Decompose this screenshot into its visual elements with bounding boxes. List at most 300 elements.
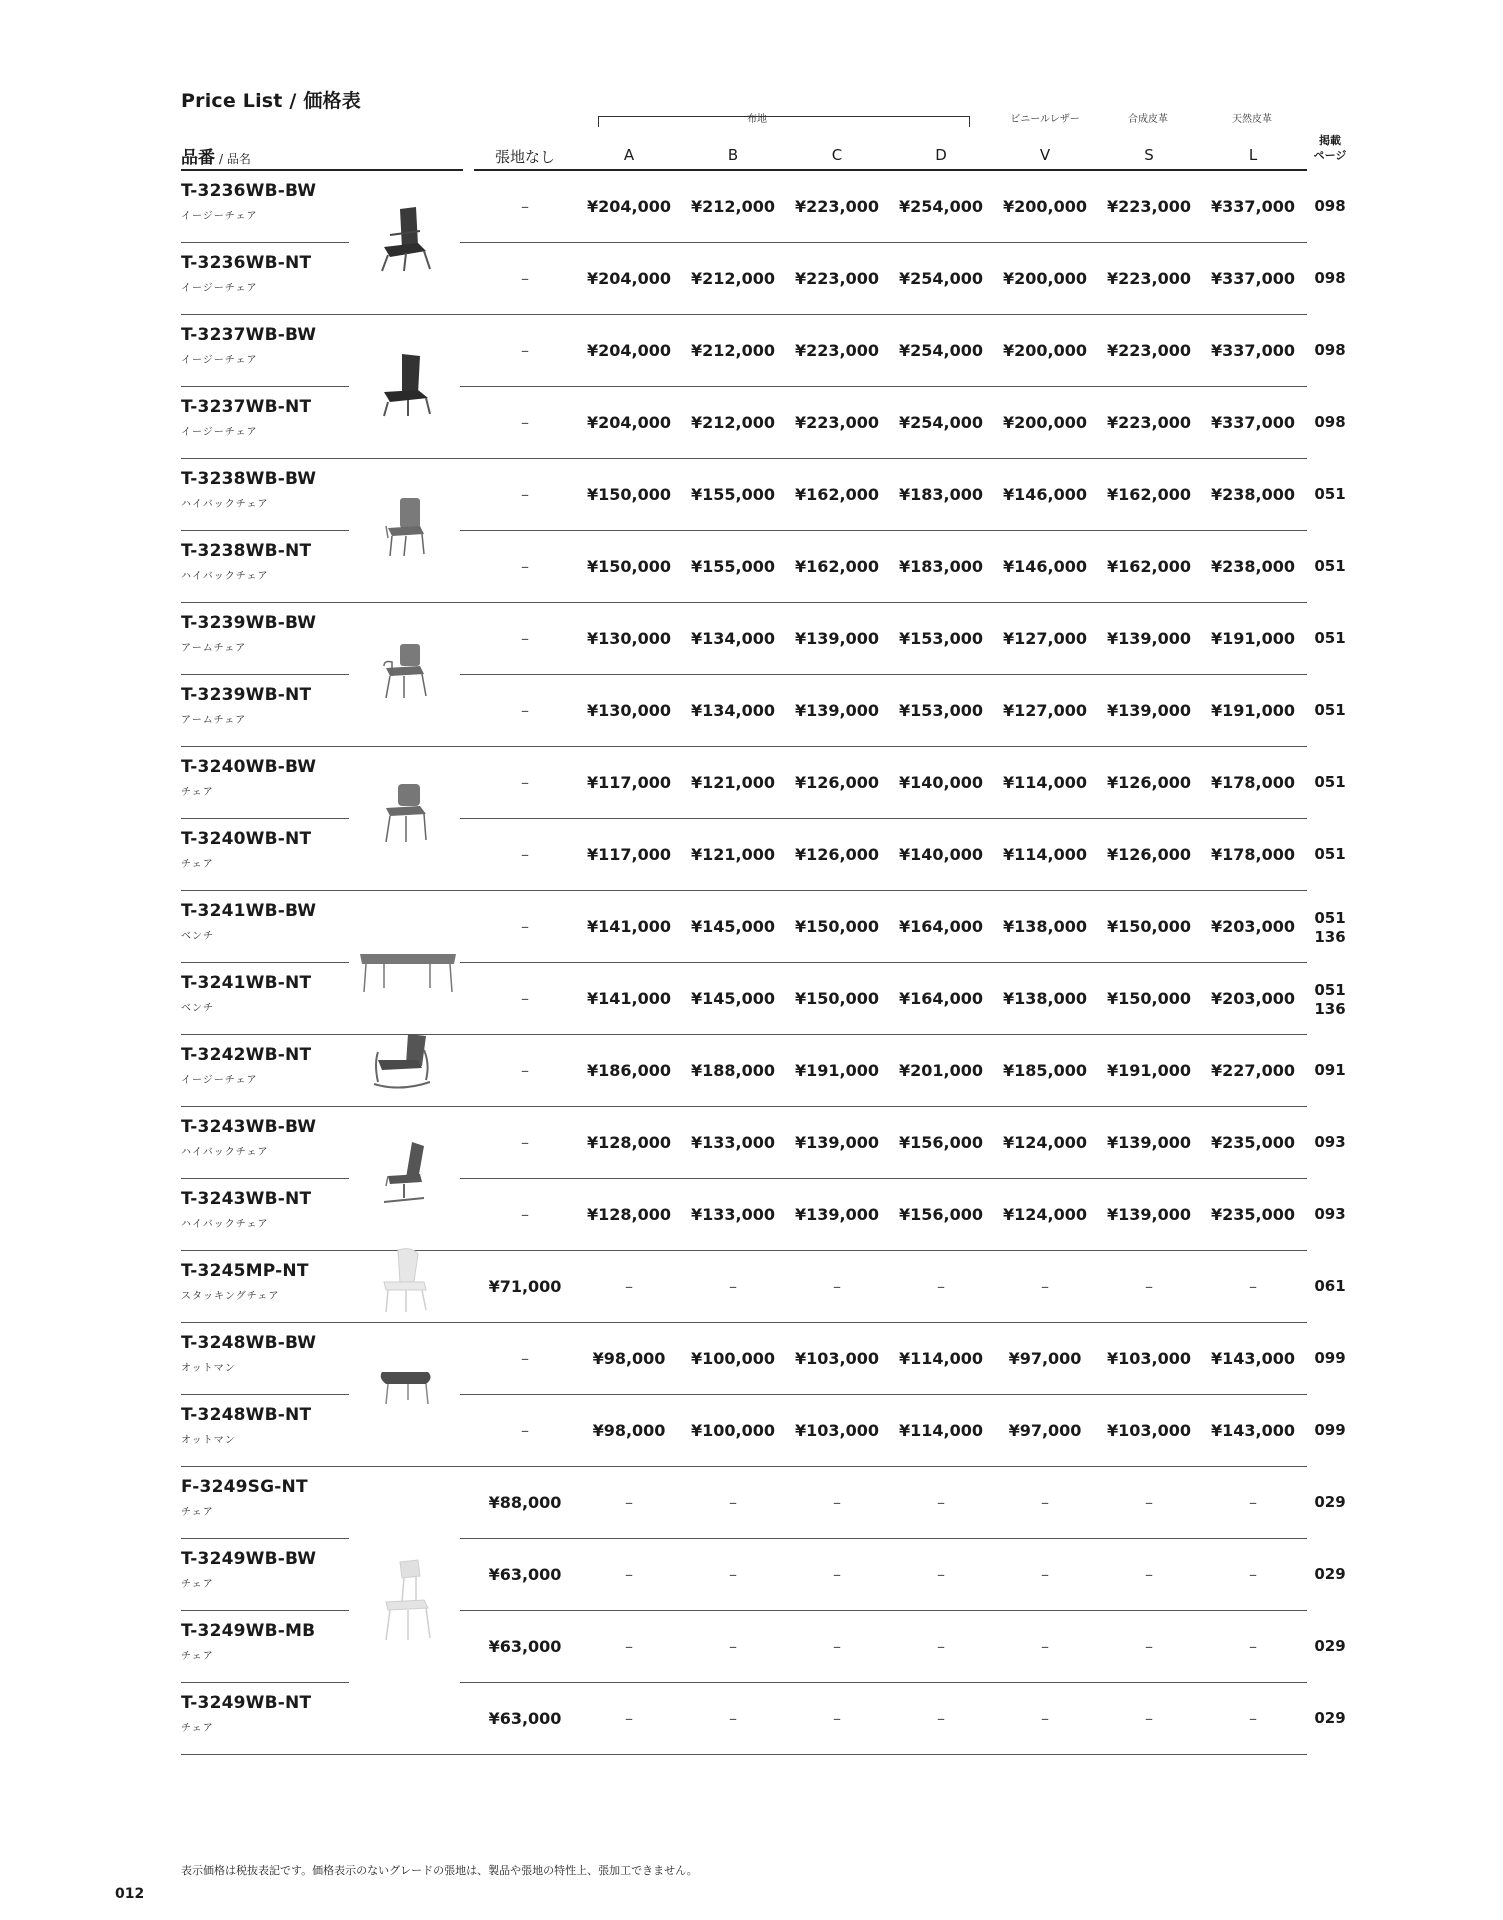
price-cell-l: ¥227,000: [1210, 1061, 1295, 1080]
price-cell-s: ¥150,000: [1106, 917, 1191, 936]
name-label: / 品名: [219, 152, 251, 166]
price-cell-b: ¥133,000: [690, 1205, 775, 1224]
price-cell-l: ¥143,000: [1210, 1421, 1295, 1440]
price-cell-c: –: [833, 1565, 841, 1584]
price-cell-c: ¥150,000: [794, 917, 879, 936]
price-cell-d: ¥164,000: [898, 917, 983, 936]
price-cell-d: ¥156,000: [898, 1205, 983, 1224]
price-cell-b: ¥145,000: [690, 917, 775, 936]
product-name: ハイバックチェア: [181, 1219, 269, 1230]
price-cell-b: ¥212,000: [690, 197, 775, 216]
catalog-page-ref: [1306, 1205, 1354, 1224]
price-cell-a: ¥141,000: [586, 989, 671, 1008]
price-cell-s: –: [1145, 1709, 1153, 1728]
no-fabric-price: –: [521, 413, 529, 432]
page-column-header-line2: ページ: [1313, 149, 1347, 162]
product-name: ベンチ: [181, 1003, 214, 1014]
catalog-page-number: 098: [1314, 341, 1346, 359]
price-cell-l: ¥337,000: [1210, 413, 1295, 432]
catalog-page-ref: [1306, 1349, 1354, 1368]
product-name: ハイバックチェア: [181, 571, 269, 582]
product-code: T-3239WB-NT: [181, 685, 312, 705]
high-back-chair-image: [382, 496, 430, 558]
price-cell-s: ¥126,000: [1106, 773, 1191, 792]
price-cell-b: ¥121,000: [690, 773, 775, 792]
price-cell-b: ¥134,000: [690, 701, 775, 720]
product-name: ハイバックチェア: [181, 499, 269, 510]
price-cell-a: ¥117,000: [586, 773, 671, 792]
catalog-page-number: 098: [1314, 413, 1346, 431]
price-cell-v: –: [1041, 1637, 1049, 1656]
page-number: 012: [115, 1886, 145, 1902]
chair-image: [380, 1558, 434, 1642]
price-cell-l: ¥191,000: [1210, 629, 1295, 648]
no-fabric-price: –: [521, 845, 529, 864]
catalog-page-ref: [1306, 485, 1354, 504]
catalog-page-ref: [1306, 845, 1354, 864]
no-fabric-price: ¥71,000: [488, 1277, 562, 1296]
price-cell-d: ¥114,000: [898, 1421, 983, 1440]
price-cell-a: –: [625, 1493, 633, 1512]
product-code: T-3236WB-NT: [181, 253, 312, 273]
price-cell-c: –: [833, 1277, 841, 1296]
catalog-page-ref: [1306, 1637, 1354, 1656]
no-fabric-price: ¥88,000: [488, 1493, 562, 1512]
col-header-b: B: [727, 146, 739, 164]
table-row: [0, 963, 1503, 1035]
price-cell-b: ¥100,000: [690, 1421, 775, 1440]
fabric-group-label: 布地: [747, 114, 767, 125]
price-cell-c: ¥103,000: [794, 1349, 879, 1368]
catalog-page-ref: [1306, 909, 1354, 947]
col-header-c: C: [831, 146, 843, 164]
price-cell-s: ¥103,000: [1106, 1349, 1191, 1368]
code-column-header: [181, 143, 251, 168]
product-name: ベンチ: [181, 931, 214, 942]
price-cell-l: ¥178,000: [1210, 845, 1295, 864]
price-cell-c: ¥139,000: [794, 1205, 879, 1224]
col-header-l: L: [1248, 146, 1258, 164]
price-cell-v: –: [1041, 1493, 1049, 1512]
price-cell-d: ¥153,000: [898, 629, 983, 648]
catalog-page-ref: [1306, 1133, 1354, 1152]
price-cell-l: ¥143,000: [1210, 1349, 1295, 1368]
price-cell-c: ¥139,000: [794, 1133, 879, 1152]
price-cell-c: ¥162,000: [794, 485, 879, 504]
price-cell-d: ¥254,000: [898, 341, 983, 360]
table-row: [0, 1611, 1503, 1683]
price-cell-a: ¥98,000: [592, 1349, 666, 1368]
catalog-page-ref: [1306, 1565, 1354, 1584]
price-cell-s: –: [1145, 1565, 1153, 1584]
product-name: オットマン: [181, 1363, 236, 1374]
product-code: T-3243WB-BW: [181, 1117, 317, 1137]
no-fabric-price: –: [521, 1349, 529, 1368]
table-row: [0, 1179, 1503, 1251]
product-name: オットマン: [181, 1435, 236, 1446]
easy-chair-image: [378, 352, 436, 418]
no-fabric-price: –: [521, 485, 529, 504]
catalog-page-number: 093: [1314, 1133, 1346, 1151]
price-cell-b: ¥212,000: [690, 341, 775, 360]
table-row: [0, 459, 1503, 531]
price-cell-b: –: [729, 1637, 737, 1656]
product-name: チェア: [181, 1579, 214, 1590]
price-cell-a: ¥204,000: [586, 341, 671, 360]
price-cell-s: ¥139,000: [1106, 1133, 1191, 1152]
col-header-v: V: [1039, 146, 1051, 164]
catalog-page-number: 098: [1314, 269, 1346, 287]
price-cell-b: ¥155,000: [690, 485, 775, 504]
price-cell-v: –: [1041, 1277, 1049, 1296]
price-cell-d: ¥140,000: [898, 845, 983, 864]
product-name: アームチェア: [181, 643, 247, 654]
price-cell-v: ¥146,000: [1002, 485, 1087, 504]
rocking-chair-image: [370, 1030, 436, 1092]
price-cell-s: ¥126,000: [1106, 845, 1191, 864]
product-name: イージーチェア: [181, 1075, 258, 1086]
price-cell-d: ¥114,000: [898, 1349, 983, 1368]
no-fabric-column-header: 張地なし: [494, 148, 555, 166]
price-cell-v: ¥124,000: [1002, 1133, 1087, 1152]
table-row: [0, 1395, 1503, 1467]
page-title: Price List / 価格表: [181, 90, 361, 112]
price-cell-l: ¥337,000: [1210, 341, 1295, 360]
price-cell-a: ¥130,000: [586, 701, 671, 720]
price-cell-s: ¥191,000: [1106, 1061, 1191, 1080]
price-cell-v: ¥200,000: [1002, 413, 1087, 432]
price-cell-v: ¥146,000: [1002, 557, 1087, 576]
table-row: [0, 675, 1503, 747]
page-column-header: [1310, 133, 1350, 163]
price-cell-d: ¥183,000: [898, 557, 983, 576]
no-fabric-price: –: [521, 1205, 529, 1224]
no-fabric-price: ¥63,000: [488, 1709, 562, 1728]
price-cell-c: ¥191,000: [794, 1061, 879, 1080]
price-cell-s: ¥103,000: [1106, 1421, 1191, 1440]
catalog-page-ref: [1306, 197, 1354, 216]
catalog-page-number: 051: [1314, 845, 1346, 863]
table-row: [0, 1035, 1503, 1107]
product-name: スタッキングチェア: [181, 1291, 280, 1302]
table-row: [0, 1251, 1503, 1323]
product-name: イージーチェア: [181, 355, 258, 366]
price-cell-v: ¥127,000: [1002, 701, 1087, 720]
price-cell-a: ¥141,000: [586, 917, 671, 936]
price-cell-c: –: [833, 1493, 841, 1512]
product-name: イージーチェア: [181, 427, 258, 438]
product-name: チェア: [181, 1507, 214, 1518]
catalog-page-number: 093: [1314, 1205, 1346, 1223]
no-fabric-price: –: [521, 773, 529, 792]
price-cell-s: –: [1145, 1493, 1153, 1512]
price-cell-c: ¥103,000: [794, 1421, 879, 1440]
price-cell-l: ¥178,000: [1210, 773, 1295, 792]
catalog-page-number: 051: [1314, 773, 1346, 791]
vinyl-leather-group-label: ビニールレザー: [1010, 114, 1080, 125]
product-code: T-3238WB-BW: [181, 469, 317, 489]
price-cell-a: –: [625, 1565, 633, 1584]
price-cell-l: –: [1249, 1277, 1257, 1296]
row-divider: [181, 1754, 1307, 1755]
table-row: [0, 891, 1503, 963]
catalog-page-number: 091: [1314, 1061, 1346, 1079]
price-cell-l: ¥238,000: [1210, 557, 1295, 576]
price-cell-c: ¥223,000: [794, 413, 879, 432]
table-row: [0, 243, 1503, 315]
price-cell-d: ¥153,000: [898, 701, 983, 720]
price-cell-l: ¥337,000: [1210, 269, 1295, 288]
table-row: [0, 315, 1503, 387]
table-row: [0, 531, 1503, 603]
product-code: T-3240WB-BW: [181, 757, 317, 777]
price-cell-s: ¥223,000: [1106, 269, 1191, 288]
product-code: F-3249SG-NT: [181, 1477, 308, 1497]
price-cell-d: ¥183,000: [898, 485, 983, 504]
price-cell-l: –: [1249, 1637, 1257, 1656]
price-cell-d: ¥156,000: [898, 1133, 983, 1152]
col-header-a: A: [623, 146, 635, 164]
no-fabric-price: –: [521, 1133, 529, 1152]
footnote: 表示価格は税抜表記です。価格表示のないグレードの張地は、製品や張地の特性上、張加工できません。: [181, 1864, 698, 1877]
price-cell-a: ¥117,000: [586, 845, 671, 864]
no-fabric-price: –: [521, 629, 529, 648]
price-cell-d: ¥140,000: [898, 773, 983, 792]
catalog-page-ref: [1306, 1421, 1354, 1440]
catalog-page-ref: [1306, 1709, 1354, 1728]
catalog-page-ref: [1306, 341, 1354, 360]
price-cell-d: –: [937, 1637, 945, 1656]
price-cell-v: ¥127,000: [1002, 629, 1087, 648]
catalog-page-ref: [1306, 1061, 1354, 1080]
product-code: T-3239WB-BW: [181, 613, 317, 633]
price-cell-a: –: [625, 1709, 633, 1728]
price-cell-v: ¥97,000: [1008, 1349, 1082, 1368]
code-label: 品番: [181, 148, 215, 168]
no-fabric-price: –: [521, 1061, 529, 1080]
catalog-page-number: 051: [1314, 557, 1346, 575]
price-cell-v: ¥200,000: [1002, 197, 1087, 216]
product-code: T-3238WB-NT: [181, 541, 312, 561]
product-code: T-3248WB-BW: [181, 1333, 317, 1353]
no-fabric-price: ¥63,000: [488, 1637, 562, 1656]
fabric-group-bracket: [598, 116, 970, 127]
price-cell-c: ¥139,000: [794, 629, 879, 648]
table-row: [0, 819, 1503, 891]
product-code: T-3236WB-BW: [181, 181, 317, 201]
catalog-page-ref: [1306, 1493, 1354, 1512]
price-cell-s: ¥139,000: [1106, 701, 1191, 720]
price-cell-c: ¥139,000: [794, 701, 879, 720]
bench-image: [356, 950, 460, 996]
catalog-page-number: 029: [1314, 1637, 1346, 1655]
catalog-page-ref: [1306, 981, 1354, 1019]
easy-chair-image: [376, 205, 436, 273]
no-fabric-price: –: [521, 701, 529, 720]
price-cell-b: ¥188,000: [690, 1061, 775, 1080]
product-code: T-3243WB-NT: [181, 1189, 312, 1209]
catalog-page-number: 029: [1314, 1565, 1346, 1583]
price-cell-c: ¥162,000: [794, 557, 879, 576]
price-cell-a: ¥130,000: [586, 629, 671, 648]
price-cell-l: ¥203,000: [1210, 917, 1295, 936]
price-cell-a: ¥128,000: [586, 1205, 671, 1224]
product-name: イージーチェア: [181, 283, 258, 294]
price-cell-a: ¥150,000: [586, 557, 671, 576]
col-header-d: D: [935, 146, 947, 164]
price-cell-v: –: [1041, 1709, 1049, 1728]
price-cell-s: ¥150,000: [1106, 989, 1191, 1008]
price-cell-s: ¥223,000: [1106, 197, 1191, 216]
price-cell-a: ¥186,000: [586, 1061, 671, 1080]
catalog-page-number: 051: [1314, 629, 1346, 647]
price-cell-v: ¥114,000: [1002, 773, 1087, 792]
no-fabric-price: ¥63,000: [488, 1565, 562, 1584]
price-cell-a: ¥128,000: [586, 1133, 671, 1152]
table-row: [0, 387, 1503, 459]
price-cell-c: ¥150,000: [794, 989, 879, 1008]
product-name: アームチェア: [181, 715, 247, 726]
high-back-lounge-chair-image: [378, 1140, 434, 1206]
price-cell-v: ¥200,000: [1002, 341, 1087, 360]
price-cell-v: ¥97,000: [1008, 1421, 1082, 1440]
catalog-page-number: 099: [1314, 1421, 1346, 1439]
price-cell-a: –: [625, 1277, 633, 1296]
price-cell-c: ¥223,000: [794, 269, 879, 288]
product-code: T-3249WB-BW: [181, 1549, 317, 1569]
product-code: T-3241WB-BW: [181, 901, 317, 921]
product-code: T-3237WB-NT: [181, 397, 312, 417]
product-code: T-3237WB-BW: [181, 325, 317, 345]
price-cell-a: ¥204,000: [586, 269, 671, 288]
table-row: [0, 1323, 1503, 1395]
catalog-page-number: 029: [1314, 1709, 1346, 1727]
catalog-page-number: 051: [1314, 701, 1346, 719]
catalog-page-ref: [1306, 1277, 1354, 1296]
price-cell-v: ¥185,000: [1002, 1061, 1087, 1080]
price-cell-a: ¥204,000: [586, 413, 671, 432]
price-cell-l: ¥235,000: [1210, 1205, 1295, 1224]
catalog-page-number: 098: [1314, 197, 1346, 215]
product-code: T-3242WB-NT: [181, 1045, 312, 1065]
catalog-page-number: 051: [1314, 981, 1346, 999]
price-cell-s: ¥162,000: [1106, 557, 1191, 576]
price-cell-v: ¥200,000: [1002, 269, 1087, 288]
price-cell-l: ¥238,000: [1210, 485, 1295, 504]
product-code: T-3245MP-NT: [181, 1261, 309, 1281]
price-cell-d: ¥254,000: [898, 197, 983, 216]
catalog-page-number: 099: [1314, 1349, 1346, 1367]
table-row: [0, 747, 1503, 819]
price-cell-c: –: [833, 1709, 841, 1728]
price-cell-s: ¥139,000: [1106, 1205, 1191, 1224]
product-name: ハイバックチェア: [181, 1147, 269, 1158]
catalog-page-number: 051: [1314, 485, 1346, 503]
price-cell-l: –: [1249, 1493, 1257, 1512]
catalog-page-ref: [1306, 557, 1354, 576]
price-cell-c: –: [833, 1637, 841, 1656]
price-cell-l: ¥235,000: [1210, 1133, 1295, 1152]
table-row: [0, 603, 1503, 675]
price-cell-a: ¥98,000: [592, 1421, 666, 1440]
price-cell-b: ¥100,000: [690, 1349, 775, 1368]
no-fabric-price: –: [521, 989, 529, 1008]
price-cell-c: ¥126,000: [794, 845, 879, 864]
table-row: [0, 1107, 1503, 1179]
price-cell-b: –: [729, 1493, 737, 1512]
no-fabric-price: –: [521, 557, 529, 576]
price-cell-b: ¥121,000: [690, 845, 775, 864]
price-cell-v: ¥124,000: [1002, 1205, 1087, 1224]
catalog-page-ref: [1306, 629, 1354, 648]
price-cell-a: ¥150,000: [586, 485, 671, 504]
price-cell-d: ¥164,000: [898, 989, 983, 1008]
arm-chair-image: [380, 640, 432, 700]
price-cell-l: ¥191,000: [1210, 701, 1295, 720]
catalog-page-number: 061: [1314, 1277, 1346, 1295]
price-cell-d: –: [937, 1709, 945, 1728]
synthetic-leather-group-label: 合成皮革: [1128, 114, 1168, 125]
stacking-chair-image: [378, 1246, 434, 1314]
product-name: チェア: [181, 1651, 214, 1662]
table-row: [0, 1683, 1503, 1755]
price-cell-d: –: [937, 1493, 945, 1512]
table-row: [0, 1539, 1503, 1611]
price-cell-a: –: [625, 1637, 633, 1656]
price-cell-b: ¥212,000: [690, 413, 775, 432]
price-cell-b: ¥212,000: [690, 269, 775, 288]
product-code: T-3249WB-NT: [181, 1693, 312, 1713]
price-cell-d: –: [937, 1565, 945, 1584]
no-fabric-price: –: [521, 1421, 529, 1440]
price-cell-d: –: [937, 1277, 945, 1296]
catalog-page-number: 051: [1314, 909, 1346, 927]
chair-image: [380, 782, 432, 844]
product-code: T-3240WB-NT: [181, 829, 312, 849]
product-name: イージーチェア: [181, 211, 258, 222]
no-fabric-price: –: [521, 917, 529, 936]
catalog-page-number: 136: [1314, 928, 1346, 946]
catalog-page-ref: [1306, 701, 1354, 720]
price-cell-b: –: [729, 1277, 737, 1296]
price-cell-s: ¥223,000: [1106, 341, 1191, 360]
price-cell-v: ¥114,000: [1002, 845, 1087, 864]
product-name: チェア: [181, 859, 214, 870]
natural-leather-group-label: 天然皮革: [1232, 114, 1272, 125]
col-header-s: S: [1144, 146, 1154, 164]
price-cell-b: ¥145,000: [690, 989, 775, 1008]
price-cell-s: ¥223,000: [1106, 413, 1191, 432]
product-code: T-3248WB-NT: [181, 1405, 312, 1425]
price-cell-l: ¥203,000: [1210, 989, 1295, 1008]
product-name: チェア: [181, 787, 214, 798]
price-cell-v: ¥138,000: [1002, 917, 1087, 936]
product-name: チェア: [181, 1723, 214, 1734]
product-code: T-3249WB-MB: [181, 1621, 316, 1641]
price-cell-s: ¥139,000: [1106, 629, 1191, 648]
price-cell-l: –: [1249, 1565, 1257, 1584]
no-fabric-price: –: [521, 341, 529, 360]
price-cell-c: ¥126,000: [794, 773, 879, 792]
catalog-page-ref: [1306, 413, 1354, 432]
price-cell-d: ¥254,000: [898, 413, 983, 432]
catalog-page-number: 136: [1314, 1000, 1346, 1018]
price-cell-b: ¥134,000: [690, 629, 775, 648]
ottoman-image: [378, 1368, 436, 1408]
price-cell-d: ¥201,000: [898, 1061, 983, 1080]
product-code: T-3241WB-NT: [181, 973, 312, 993]
catalog-page-ref: [1306, 269, 1354, 288]
